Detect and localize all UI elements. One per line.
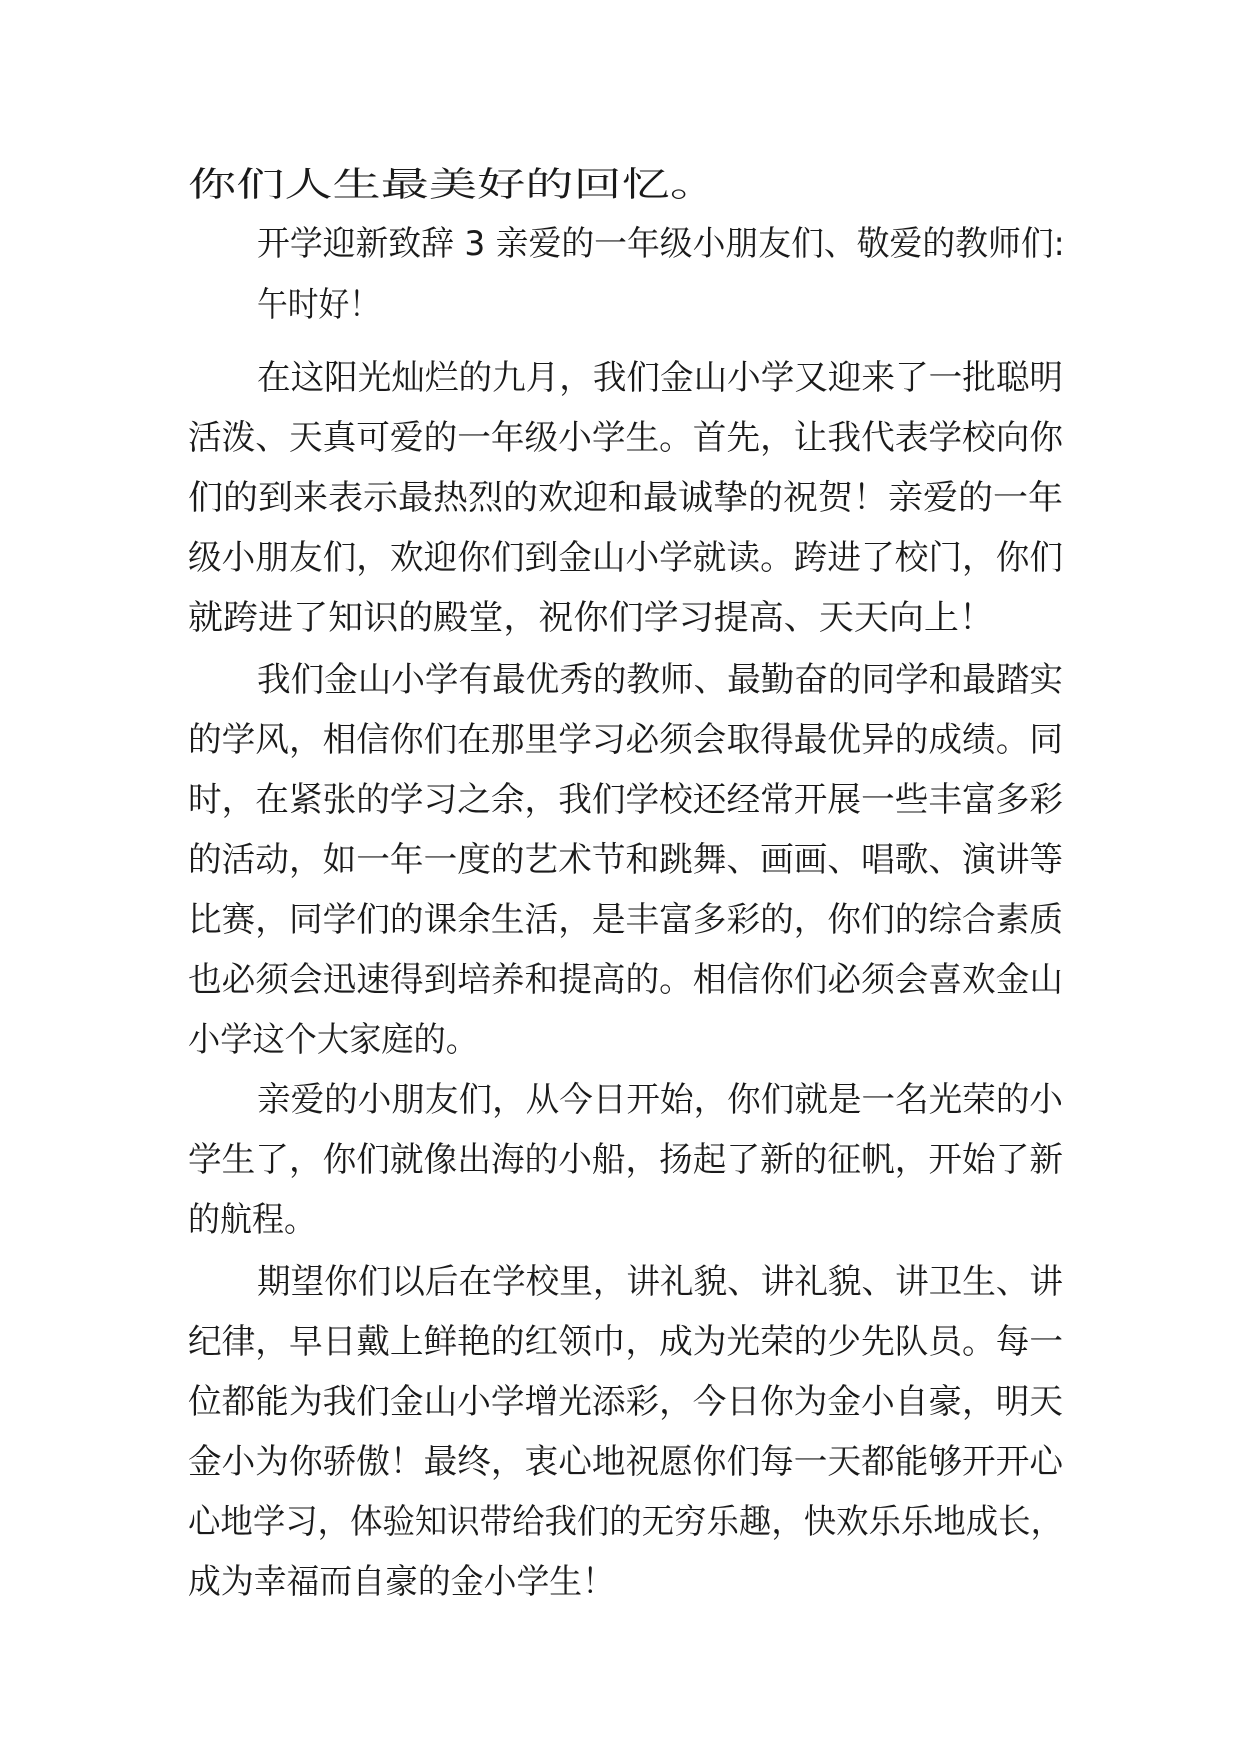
body-text-line: 学生了，你们就像出海的小船，扬起了新的征帆，开始了新	[188, 1140, 1063, 1180]
body-text-line: 在这阳光灿烂的九月，我们金山小学又迎来了一批聪明	[257, 358, 1063, 398]
body-text-line: 期望你们以后在学校里，讲礼貌、讲礼貌、讲卫生、讲	[257, 1262, 1063, 1302]
body-text-line: 活泼、天真可爱的一年级小学生。首先，让我代表学校向你	[188, 418, 1063, 458]
body-text-line: 金小为你骄傲！最终，衷心地祝愿你们每一天都能够开开心	[188, 1442, 1063, 1482]
body-text-line: 亲爱的小朋友们，从今日开始，你们就是一名光荣的小	[257, 1080, 1063, 1120]
body-text-line: 比赛，同学们的课余生活，是丰富多彩的，你们的综合素质	[188, 900, 1063, 940]
body-text-line: 小学这个大家庭的。	[188, 1020, 478, 1060]
body-text-line: 的学风，相信你们在那里学习必须会取得最优异的成绩。同	[188, 720, 1063, 760]
body-text-line: 心地学习，体验知识带给我们的无穷乐趣，快欢乐乐地成长，	[188, 1502, 1063, 1542]
greeting-line: 午时好！	[257, 285, 380, 325]
body-text-line: 成为幸福而自豪的金小学生！	[188, 1562, 615, 1602]
body-text-line: 就跨进了知识的殿堂，祝你们学习提高、天天向上！	[188, 598, 994, 638]
section-heading-line: 开学迎新致辞 3 亲爱的一年级小朋友们、敬爱的教师们:	[257, 224, 1065, 264]
body-text-line: 纪律，早日戴上鲜艳的红领巾，成为光荣的少先队员。每一	[188, 1322, 1063, 1362]
body-text-line: 我们金山小学有最优秀的教师、最勤奋的同学和最踏实	[257, 660, 1063, 700]
body-text-line: 级小朋友们，欢迎你们到金山小学就读。跨进了校门，你们	[188, 538, 1063, 578]
body-text-line: 的航程。	[188, 1200, 316, 1240]
body-text-line: 们的到来表示最热烈的欢迎和最诚挚的祝贺！亲爱的一年	[188, 478, 1063, 518]
body-text-line: 你们人生最美好的回忆。	[188, 165, 718, 205]
body-text-line: 也必须会迅速得到培养和提高的。相信你们必须会喜欢金山	[188, 960, 1063, 1000]
body-text-line: 的活动，如一年一度的艺术节和跳舞、画画、唱歌、演讲等	[188, 840, 1063, 880]
body-text-line: 时，在紧张的学习之余，我们学校还经常开展一些丰富多彩	[188, 780, 1063, 820]
body-text-line: 位都能为我们金山小学增光添彩，今日你为金小自豪，明天	[188, 1382, 1063, 1422]
